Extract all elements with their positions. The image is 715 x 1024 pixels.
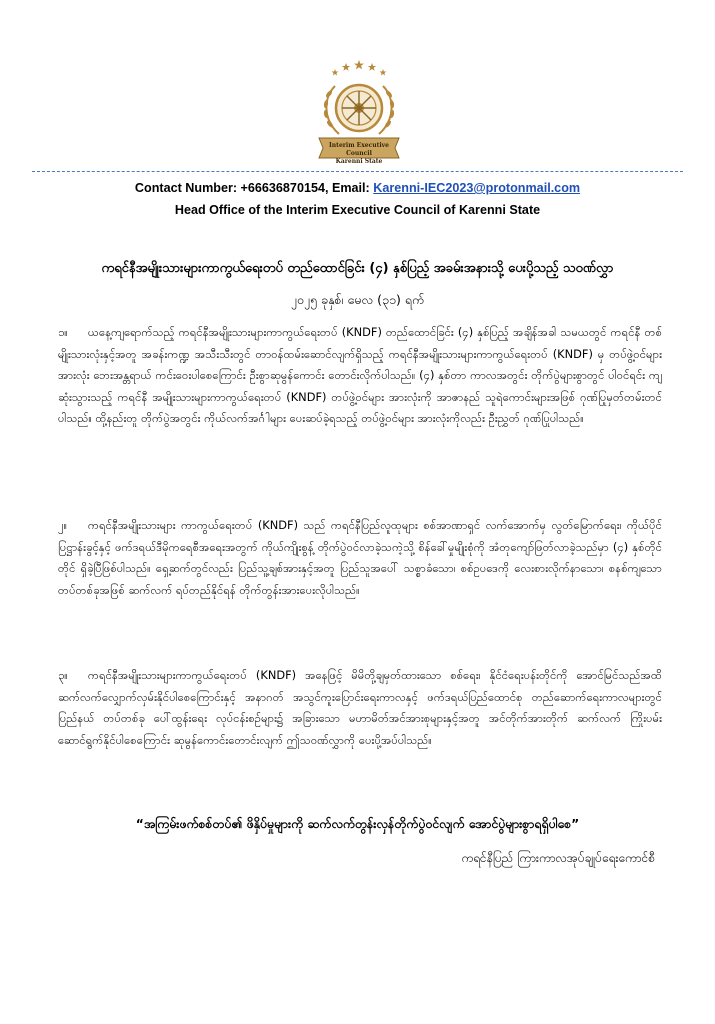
- contact-number: Contact Number: +66636870154, Email:: [134, 181, 374, 195]
- paragraph-text: ယနေ့ကျရောက်သည့် ကရင်နီအမျိုးသားများကာကွယ်ရေးတပ် (KNDF) တည်ထောင်ခြင်း (၄) နှစ်ပြည့် အချိန်အခါ သမယတွင် ကရင်နီ တစ်မျိုးသားလုံးနှင့်အတူ အခန်းကဏ္ဍ အသီးသီးတွင် တာဝန်ထမ်းဆောင်လျက်ရှိသည့် ကရင်နီအမျိုးသားများကာကွယ်ရေးတပ် (KNDF) မှ တပ်ဖွဲ့ဝင်များ အားလုံး ဘေးအန္တရာယ် ကင်းဝေးပါစေကြောင်း ဦးစွာဆုမွန်ကောင်း တောင်းလိုက်ပါသည်။ (၄) နှစ်တာ ကာလအတွင်း တိုက်ပွဲများစွာတွင် ပါဝင်ရင်း ကျဆုံးသွားသည့် ကရင်နီ အမျိုးသားများကာကွယ်ရေးတပ် (KNDF) တပ်ဖွဲ့ဝင်များ အားလုံးကို အာဇာနည် သူရဲကောင်းများအဖြစ် ဂုဏ်ပြုမှတ်တမ်းတင်ပါသည်။ ထို့နည်းတူ တိုက်ပွဲအတွင်း ကိုယ်လက်အင်္ဂါများ ပေးဆပ်ခဲ့ရသည့် တပ်ဖွဲ့ဝင်များ အားလုံးကိုလည်း ဦးညွှတ် ဂုဏ်ပြုပါသည်။: [58, 325, 662, 425]
- logo-label-line-1: Interim Executive Council: [329, 142, 389, 157]
- signature-line: ကရင်နီပြည် ကြားကာလအုပ်ချုပ်ရေးကောင်စီ: [461, 851, 655, 865]
- paragraph-text: ကရင်နီအမျိုးသားများကာကွယ်ရေးတပ် (KNDF) အနေဖြင့် မိမိတို့ချမှတ်ထားသော စစ်ရေး၊ နိုင်ငံရေးပန်းတိုင်ကို အောင်မြင်သည်အထိ ဆက်လက်လျှောက်လှမ်းနိုင်ပါစေကြောင်းနှင့် အနာဂတ် အသွင်ကူးပြောင်းရေးကာလနှင့် ဖက်ဒရယ်ပြည်ထောင်စု တည်ဆောက်ရေးကာလများတွင် ပြည်နယ် တပ်တစ်ခု ပေါ်ထွန်းရေး လုပ်ငန်းစဉ်များ၌ အခြားသော မဟာမိတ်အင်အားစုများနှင့်အတူ အင်တိုက်အားတိုက် ဆက်လက် ကြိုးပမ်း ဆောင်ရွက်နိုင်ပါစေကြောင်း ဆုမွန်ကောင်းတောင်းလျက် ဤသဝဏ်လွှာကို ပေးပို့အပ်ပါသည်။: [58, 668, 662, 747]
- paragraph-text: ကရင်နီအမျိုးသားများ ကာကွယ်ရေးတပ် (KNDF) သည် ကရင်နီပြည်လူထုများ စစ်အာဏာရှင် လက်အောက်မှ လွတ်မြောက်ရေး၊ ကိုယ်ပိုင်ပြဋ္ဌာန်းခွင့်နှင့် ဖက်ဒရယ်ဒီမိုကရေစီအရေးအတွက် ကိုယ်ကျိုးစွန့် တိုက်ပွဲဝင်လာခဲ့သကဲ့သို့ စိန်ခေါ်မှုမျိုးစုံကို အံတုကျော်ဖြတ်လာခဲ့သည်မှာ (၄) နှစ်တိုင်တိုင် ရှိခဲ့ပြီဖြစ်ပါသည်။ ရှေ့ဆက်တွင်လည်း ပြည်သူ့ချစ်အားနှင့်အတူ ပြည်သူအပေါ် သစ္စာခံသော၊ စစ်ဥပဒေကို လေးစားလိုက်နာသော၊ စနစ်ကျသော တပ်တစ်ခုအဖြစ် ဆက်လက် ရပ်တည်နိုင်ရန် တိုက်တွန်းအားပေးလိုပါသည်။: [58, 518, 662, 597]
- email-link[interactable]: Karenni-IEC2023@protonmail.com: [373, 181, 581, 195]
- logo-label: [317, 142, 401, 166]
- slogan: “အကြမ်းဖက်စစ်တပ်၏ ဖိနှိပ်မှုများကို ဆက်လက်တွန်းလှန်တိုက်ပွဲဝင်လျက် အောင်ပွဲများစွာရရှိပါစေ”: [135, 817, 580, 831]
- council-logo: [313, 58, 405, 170]
- statement-title: ကရင်နီအမျိုးသားများကာကွယ်ရေးတပ် တည်ထောင်ခြင်း (၄) နှစ်ပြည့် အခမ်းအနားသို့ ပေးပို့သည့် သဝဏ်လွှာ: [101, 261, 614, 276]
- paragraph-number: ၁။: [58, 325, 68, 339]
- paragraph-number: ၃။: [58, 668, 68, 682]
- paragraph-2: [58, 515, 662, 601]
- contact-line: [0, 181, 715, 195]
- head-office-line: Head Office of the Interim Executive Council of Karenni State: [174, 203, 541, 217]
- paragraph-3: [58, 665, 662, 751]
- header-divider: [32, 171, 683, 172]
- paragraph-1: [58, 322, 662, 430]
- logo-label-line-2: Karenni State: [335, 158, 383, 165]
- paragraph-number: ၂။: [58, 518, 68, 532]
- statement-date: ၂၀၂၅ ခုနှစ်၊ မေလ (၃၁) ရက်: [290, 292, 425, 307]
